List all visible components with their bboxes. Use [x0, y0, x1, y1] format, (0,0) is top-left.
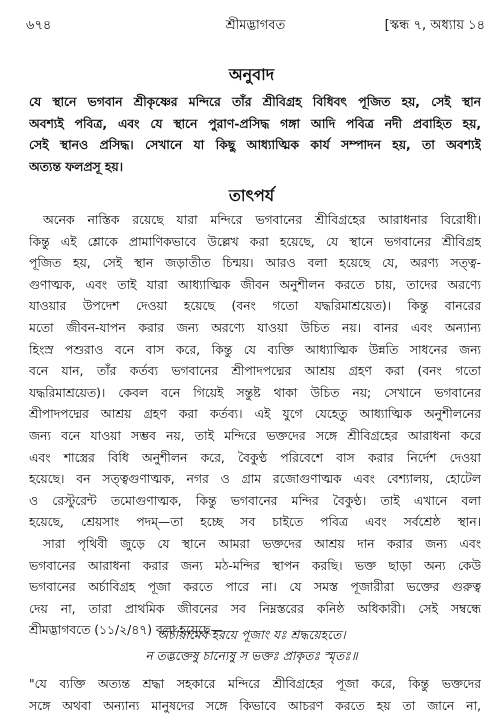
purport-line: হয়েছে, শ্রেয়সাং পদম্—তা হচ্ছে সব চাইতে পবিত্র এবং সর্বশ্রেষ্ঠ স্থান। — [29, 515, 481, 530]
purport-line: যদ্ধরিমাশ্রয়েত)। কেবল বনে গিয়েই সন্তুষ্ট থাকা উচিত নয়; সেখানে ভগবানের — [29, 385, 481, 400]
translation-line: অত্যন্ত ফলপ্রসূ হয়। — [29, 159, 124, 174]
sanskrit-verse-line-2: ন তদ্ভক্তেষু চান্যেষু স ভক্তঃ প্রাকৃতঃ স্মৃতঃ॥ — [145, 649, 358, 663]
purport-line: দেয় না, তারা প্রাথমিক জীবনের সব নিম্নস্তরের কনিষ্ঠ অধিকারী। সেই সম্বন্ধে — [29, 601, 481, 616]
translation-line: অবশ্যই পবিত্র, এবং যে স্থানে পুরাণ-প্রসিদ্ধ গঙ্গা আদি পবিত্র নদী প্রবাহিত হয়, — [29, 116, 481, 131]
purport-line: হিংস্র পশুরাও বনে বাস করে, কিন্তু যে ব্যক্তি আধ্যাত্মিক উন্নতি সাধনের জন্য — [29, 342, 481, 357]
purport-line: শ্রীমদ্ভাগবতে (১১/২/৪৭) বলা হয়েছে— — [29, 623, 223, 638]
translation-line: সেই স্থানও প্রসিদ্ধ। সেখানে যা কিছু আধ্যাত্মিক কার্য সম্পাদন হয়, তা অবশ্যই — [29, 138, 481, 153]
translation-heading: অনুবাদ — [228, 65, 275, 84]
purport-text — [29, 210, 481, 642]
book-title: শ্রীমদ্ভাগবত — [225, 18, 286, 33]
translation-text — [29, 92, 481, 178]
sanskrit-verse-line-1: অর্চায়ামেব হরয়ে পূজাং যঃ শ্রদ্ধয়েহতে। — [157, 628, 346, 642]
purport-line: সারা পৃথিবী জুড়ে যে স্থানে আমরা ভক্তদের আশ্রয় দান করার জন্য এবং — [43, 536, 481, 551]
purport-heading: তাৎপর্য — [228, 186, 275, 205]
purport-line: শ্রীপাদপদ্মের আশ্রয় গ্রহণ করা কর্তব্য। এই যুগে যেহেতু আধ্যাত্মিক অনুশীলনের — [29, 407, 481, 422]
purport-line: কিন্তু এই শ্লোকে প্রামাণিকভাবে উল্লেখ করা হয়েছে, যে স্থানে ভগবানের শ্রীবিগ্রহ — [29, 234, 481, 249]
purport-line: ভগবানের আরাধনা করার জন্য মঠ-মন্দির স্থাপন করছি। ভক্ত ছাড়া অন্য কেউ — [29, 558, 481, 573]
purport-line: এবং শাস্ত্রের বিধি অনুশীলন করে, বৈকুণ্ঠ পরিবেশে বাস করার নির্দেশ দেওয়া — [29, 450, 481, 465]
purport-line: ভগবানের অর্চাবিগ্রহ পূজা করতে পারে না। যে সমস্ত পূজারীরা ভক্তের গুরুত্ব — [29, 580, 481, 595]
purport-line: জন্য বনে যাওয়া সম্ভব নয়, তাই মন্দিরে ভক্তদের সঙ্গে শ্রীবিগ্রহের আরাধনা করে — [29, 428, 481, 443]
purport-line: হয়েছে। বন সত্ত্বগুণাত্মক, নগর ও গ্রাম রজোগুণাত্মক এবং বেশ্যালয়, হোটেল — [29, 472, 481, 487]
purport-line: মতো জীবন-যাপন করার জন্য অরণ্যে যাওয়া উচিত নয়। বানর এবং অন্যান্য — [29, 320, 481, 335]
translation-line: যে স্থানে ভগবান শ্রীকৃষ্ণের মন্দিরে তাঁর শ্রীবিগ্রহ বিধিবৎ পূজিত হয়, সেই স্থান — [29, 95, 481, 109]
purport-line: ও রেস্টুরেন্ট তমোগুণাত্মক, কিন্তু ভগবানের মন্দির বৈকুণ্ঠ। তাই এখানে বলা — [29, 493, 481, 508]
verse-translation-line: সঙ্গে অথবা অন্যান্য মানুষদের সঙ্গে কিভাবে আচরণ করতে হয় তা জানে না, — [29, 698, 481, 713]
page-number: ৬৭৪ — [26, 18, 52, 33]
purport-line: পূজিত হয়, সেই স্থান জড়াতীত চিন্ময়। আরও বলা হয়েছে যে, অরণ্য সত্ত্ব- — [29, 256, 481, 271]
verse-translation-line: "যে ব্যক্তি অত্যন্ত শ্রদ্ধা সহকারে মন্দিরে শ্রীবিগ্রহের পূজা করে, কিন্তু ভক্তদের — [29, 677, 481, 691]
verse-translation-text — [29, 674, 481, 717]
purport-line: অনেক নাস্তিক রয়েছে যারা মন্দিরে ভগবানের শ্রীবিগ্রহের আরাধনার বিরোধী। — [43, 213, 481, 227]
purport-line: যাওয়ার উপদেশ দেওয়া হয়েছে (বনং গতো যদ্ধরিমাশ্রয়েত)। কিন্তু বানরের — [29, 299, 481, 314]
page-header — [26, 16, 485, 34]
chapter-reference: [স্কন্ধ ৭, অধ্যায় ১৪ — [384, 18, 485, 33]
purport-line: গুণাত্মক, এবং তাই যারা আধ্যাত্মিক জীবন অনুশীলন করতে চায়, তাদের অরণ্যে — [29, 277, 481, 292]
purport-line: বনে যান, তাঁর কর্তব্য ভগবানের শ্রীপাদপদ্মের আশ্রয় গ্রহণ করা (বনং গতো — [29, 364, 481, 379]
